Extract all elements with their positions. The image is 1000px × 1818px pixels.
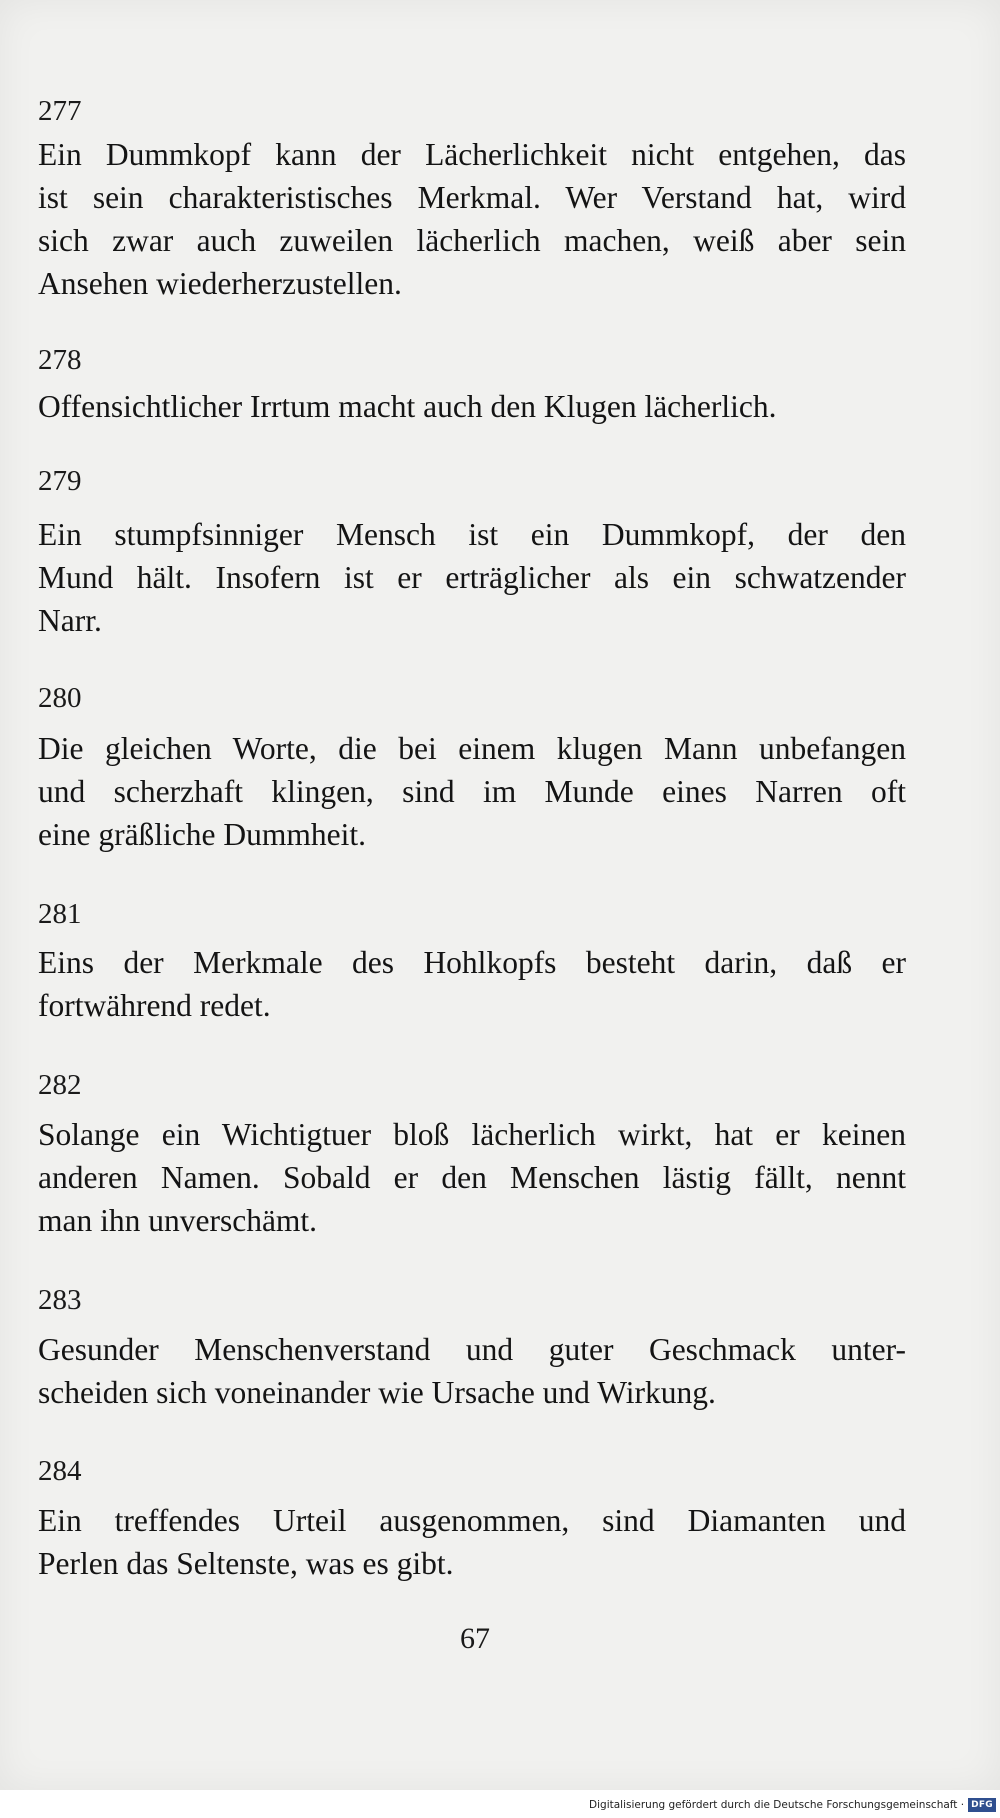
aphorism-number-283: 283: [38, 1284, 82, 1316]
aphorism-line: scheiden sich voneinander wie Ursache und Wirkung.: [38, 1375, 716, 1410]
aphorism-line: Ansehen wiederherzustellen.: [38, 266, 402, 301]
aphorism-line: Ein stumpfsinniger Mensch ist ein Dummkopf, der den: [38, 517, 906, 552]
footer-credit-text: Digitalisierung gefördert durch die Deutsche Forschungsgemeinschaft ·: [589, 1799, 965, 1811]
aphorism-line: Offensichtlicher Irrtum macht auch den Klugen lächerlich.: [38, 389, 777, 424]
aphorism-number-281: 281: [38, 898, 82, 930]
aphorism-line: ist sein charakteristisches Merkmal. Wer Verstand hat, wird: [38, 180, 906, 215]
dfg-logo-icon: DFG: [968, 1798, 996, 1812]
aphorism-number-278: 278: [38, 344, 82, 376]
digitization-footer: [589, 1796, 996, 1814]
aphorism-line: eine gräßliche Dummheit.: [38, 817, 367, 852]
aphorism-line: Mund hält. Insofern ist er erträglicher als ein schwatzender: [38, 560, 906, 595]
aphorism-line: Perlen das Seltenste, was es gibt.: [38, 1546, 454, 1581]
aphorism-line: fortwährend redet.: [38, 988, 271, 1023]
aphorism-number-284: 284: [38, 1455, 82, 1487]
aphorism-line: Ein treffendes Urteil ausgenommen, sind Diamanten und: [38, 1503, 906, 1538]
aphorism-line: und scherzhaft klingen, sind im Munde eines Narren oft: [38, 774, 906, 809]
aphorism-line: sich zwar auch zuweilen lächerlich machen, weiß aber sein: [38, 223, 906, 258]
aphorism-number-277: 277: [38, 95, 82, 127]
aphorism-line: Eins der Merkmale des Hohlkopfs besteht darin, daß er: [38, 945, 906, 980]
aphorism-number-280: 280: [38, 682, 82, 714]
aphorism-line: anderen Namen. Sobald er den Menschen lästig fällt, nennt: [38, 1160, 906, 1195]
aphorism-number-282: 282: [38, 1069, 82, 1101]
page-number: 67: [460, 1622, 490, 1655]
aphorism-line: Ein Dummkopf kann der Lächerlichkeit nicht entgehen, das: [38, 137, 906, 172]
aphorism-line: Die gleichen Worte, die bei einem klugen Mann unbefangen: [38, 731, 906, 766]
aphorism-line: Narr.: [38, 603, 102, 638]
aphorism-line: Gesunder Menschenverstand und guter Geschmack unter-: [38, 1332, 906, 1367]
aphorism-number-279: 279: [38, 465, 82, 497]
aphorism-line: Solange ein Wichtigtuer bloß lächerlich wirkt, hat er keinen: [38, 1117, 906, 1152]
aphorism-line: man ihn unverschämt.: [38, 1203, 318, 1238]
